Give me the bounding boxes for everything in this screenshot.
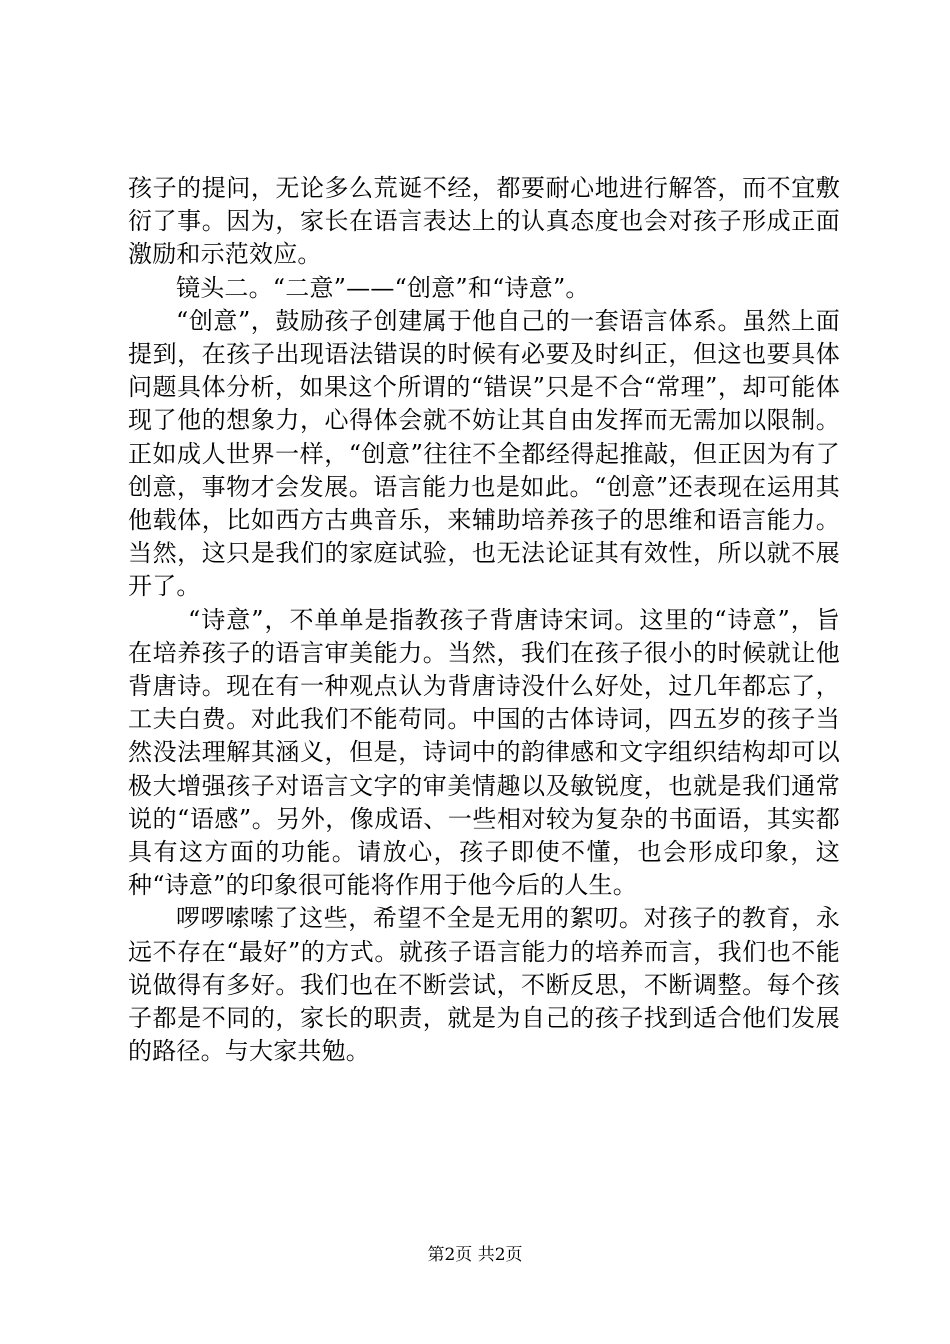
paragraph-poetry: “诗意”，不单单是指教孩子背唐诗宋词。这里的“诗意”，旨在培养孩子的语言审美能力。当然，我们在孩子很小的时候就让他背唐诗。现在有一种观点认为背唐诗没什么好处，过几年都忘了，工夫白费。对此我们不能苟同。中国的古体诗词，四五岁的孩子当然没法理解其涵义，但是，诗词中的韵律感和文字组织结构却可以极大增强孩子对语言文字的审美情趣以及敏锐度，也就是我们通常说的“语感”。另外，像成语、一些相对较为复杂的书面语，其实都具有这方面的功能。请放心，孩子即使不懂，也会形成印象，这种“诗意”的印象很可能将作用于他今后的人生。 — [128, 605, 840, 900]
document-body — [128, 172, 840, 1068]
paragraph-creativity: “创意”，鼓励孩子创建属于他自己的一套语言体系。虽然上面提到，在孩子出现语法错误的时候有必要及时纠正，但这也要具体问题具体分析，如果这个所谓的“错误”只是不合“常理”，却可能体现了他的想象力，心得体会就不妨让其自由发挥而无需加以限制。正如成人世界一样，“创意”往往不全都经得起推敲，但正因为有了创意，事物才会发展。语言能力也是如此。“创意”还表现在运用其他载体，比如西方古典音乐，来辅助培养孩子的思维和语言能力。当然，这只是我们的家庭试验，也无法论证其有效性，所以就不展开了。 — [128, 306, 840, 601]
paragraph-continued: 孩子的提问，无论多么荒诞不经，都要耐心地进行解答，而不宜敷衍了事。因为，家长在语言表达上的认真态度也会对孩子形成正面激励和示范效应。 — [128, 174, 840, 269]
section-heading-shot-two: 镜头二。“二意”——“创意”和“诗意”。 — [176, 273, 590, 302]
paragraph-conclusion: 啰啰嗦嗦了这些，希望不全是无用的絮叨。对孩子的教育，永远不存在“最好”的方式。就孩子语言能力的培养而言，我们也不能说做得有多好。我们也在不断尝试，不断反思，不断调整。每个孩子都是不同的，家长的职责，就是为自己的孩子找到适合他们发展的路径。与大家共勉。 — [128, 904, 840, 1066]
page-footer: 第2页 共2页 — [427, 1245, 523, 1265]
